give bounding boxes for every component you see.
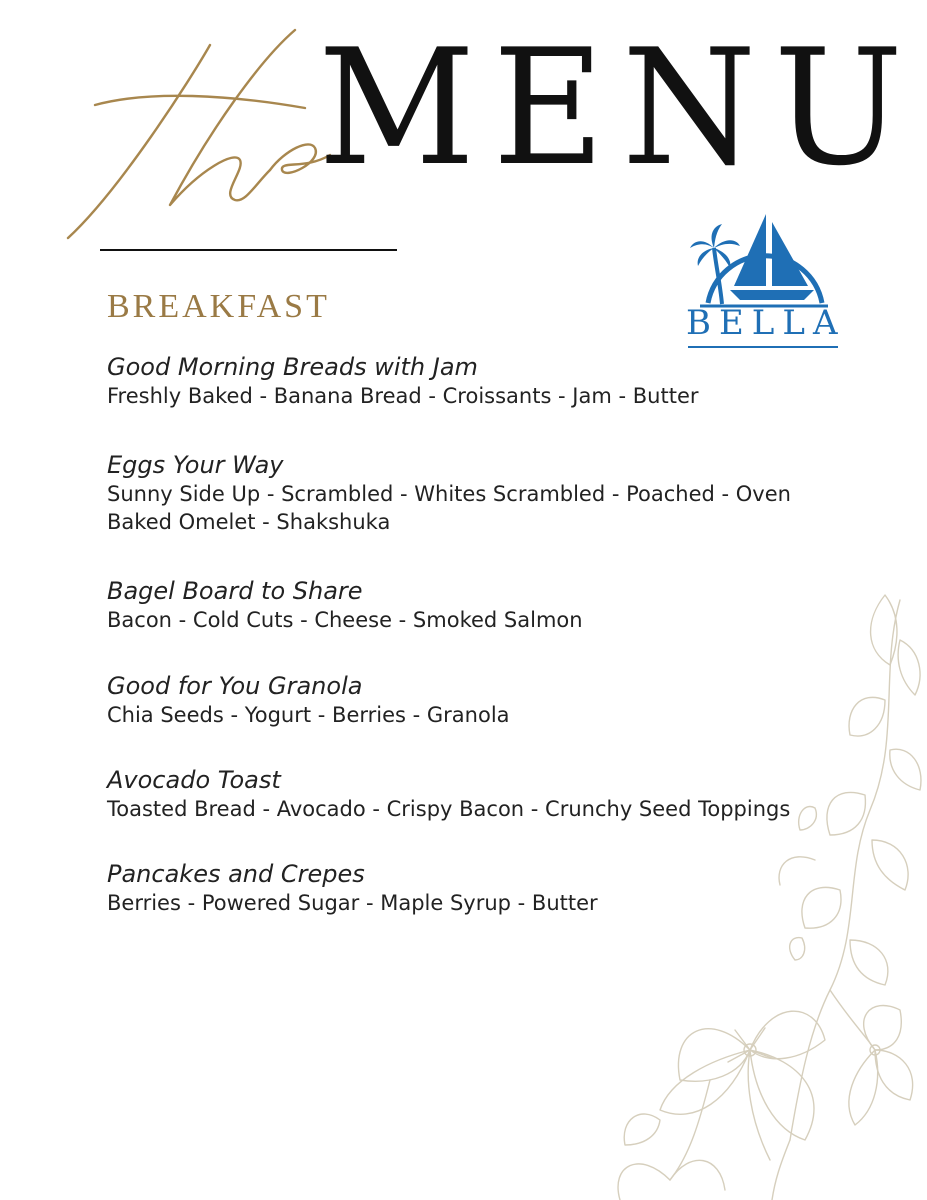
menu-item-description: Berries - Powered Sugar - Maple Syrup - Butter — [107, 891, 598, 915]
floral-line-art-icon — [600, 580, 927, 1200]
menu-item-name: Bagel Board to Share — [107, 577, 363, 605]
menu-item-description: Bacon - Cold Cuts - Cheese - Smoked Salmon — [107, 608, 583, 632]
menu-item-description: Toasted Bread - Avocado - Crispy Bacon - Crunchy Seed Toppings — [107, 797, 791, 821]
menu-item-description: Chia Seeds - Yogurt - Berries - Granola — [107, 703, 510, 727]
menu-item — [107, 450, 827, 536]
section-heading-breakfast: BREAKFAST — [107, 288, 330, 325]
logo-wordmark: BELLA — [686, 303, 846, 343]
header-divider — [100, 249, 397, 251]
menu-item-name: Avocado Toast — [107, 766, 281, 794]
menu-item — [107, 352, 827, 410]
menu-item-name: Good for You Granola — [107, 672, 363, 700]
menu-item-description: Freshly Baked - Banana Bread - Croissants - Jam - Butter — [107, 384, 699, 408]
menu-item-name: Eggs Your Way — [107, 451, 284, 479]
logo-underline — [688, 346, 838, 348]
menu-title: MENU — [318, 14, 921, 201]
menu-item-description: Sunny Side Up - Scrambled - Whites Scrambled - Poached - Oven Baked Omelet - Shakshuka — [107, 482, 791, 534]
script-the-wordmark — [60, 20, 360, 250]
menu-item-name: Pancakes and Crepes — [107, 860, 365, 888]
menu-item-name: Good Morning Breads with Jam — [107, 353, 478, 381]
